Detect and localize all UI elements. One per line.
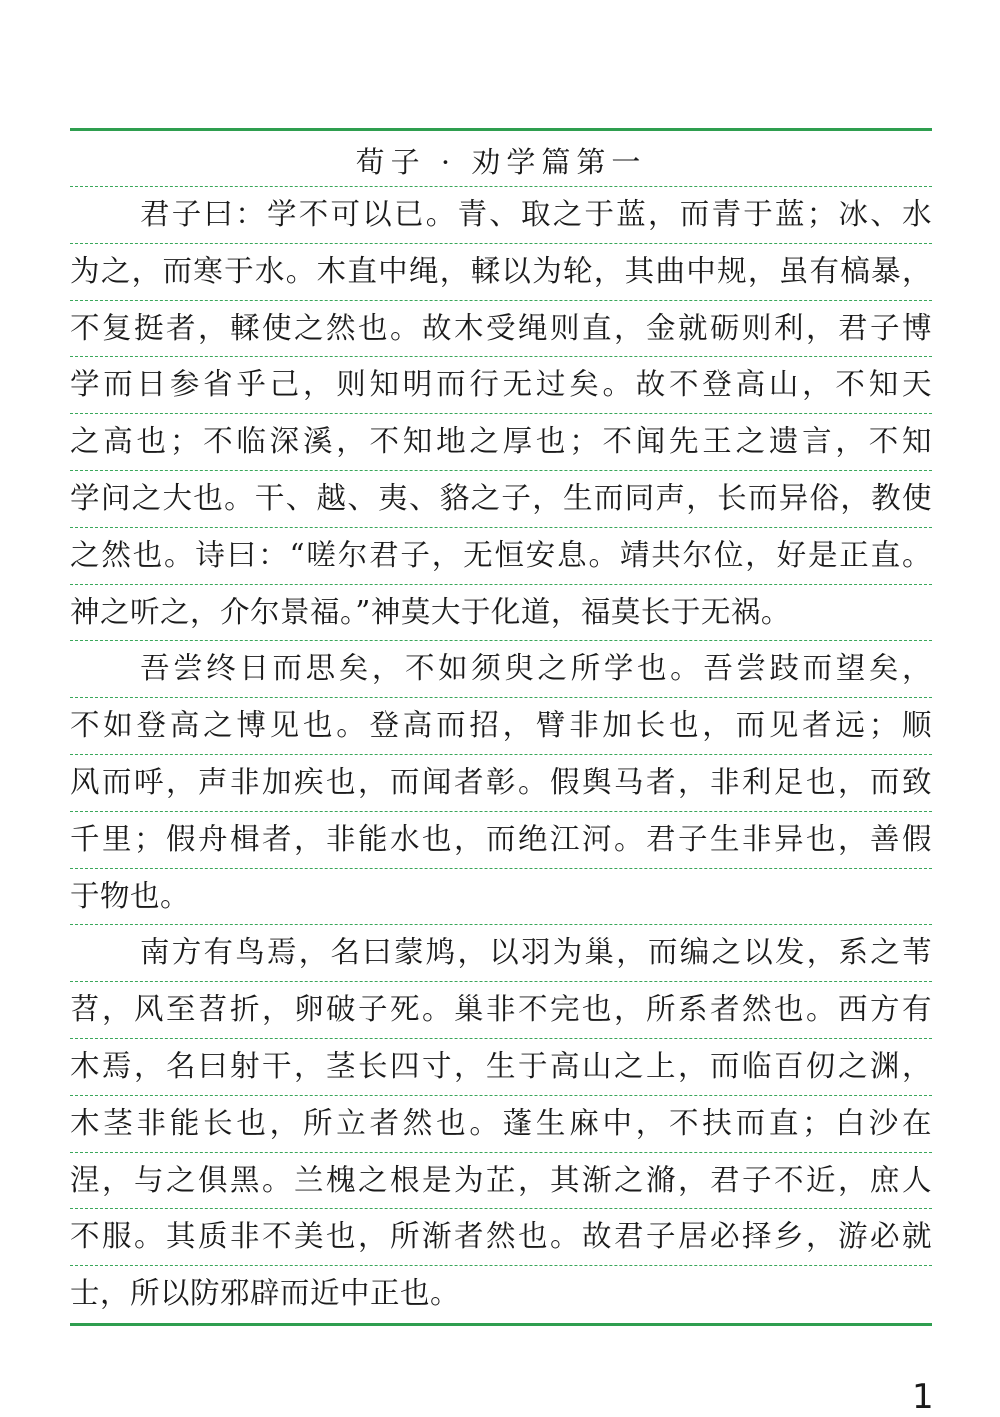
text-line: 于物也。 <box>70 868 932 925</box>
text-line: 学而日参省乎己，则知明而行无过矣。故不登高山，不知天 <box>70 356 932 413</box>
text-line: 涅，与之俱黑。兰槐之根是为芷，其渐之滫，君子不近，庶人 <box>70 1152 932 1209</box>
text-line: 之然也。诗曰：“嗟尔君子，无恒安息。靖共尔位，好是正直。 <box>70 527 932 584</box>
text-line: 吾尝终日而思矣，不如须臾之所学也。吾尝跂而望矣， <box>70 640 932 697</box>
text-line: 神之听之，介尔景福。”神莫大于化道，福莫长于无祸。 <box>70 584 932 641</box>
text-line: 士，所以防邪辟而近中正也。 <box>70 1265 932 1322</box>
text-line: 不如登高之博见也。登高而招，臂非加长也，而见者远；顺 <box>70 697 932 754</box>
text-line: 君子曰：学不可以已。青、取之于蓝，而青于蓝；冰、水 <box>70 186 932 243</box>
bottom-rule <box>70 1323 932 1326</box>
page-number: 1 <box>912 1377 934 1417</box>
text-line: 不服。其质非不美也，所渐者然也。故君子居必择乡，游必就 <box>70 1208 932 1265</box>
top-rule <box>70 128 932 131</box>
text-line: 南方有鸟焉，名曰蒙鸠，以羽为巢，而编之以发，系之苇 <box>70 924 932 981</box>
page-title: 荀子 · 劝学篇第一 <box>355 145 647 179</box>
text-line: 风而呼，声非加疾也，而闻者彰。假舆马者，非利足也，而致 <box>70 754 932 811</box>
text-line: 木焉，名曰射干，茎长四寸，生于高山之上，而临百仞之渊， <box>70 1038 932 1095</box>
text-line: 千里；假舟楫者，非能水也，而绝江河。君子生非异也，善假 <box>70 811 932 868</box>
text-line: 为之，而寒于水。木直中绳，輮以为轮，其曲中规，虽有槁暴， <box>70 243 932 300</box>
text-line: 苕，风至苕折，卵破子死。巢非不完也，所系者然也。西方有 <box>70 981 932 1038</box>
text-line: 木茎非能长也，所立者然也。蓬生麻中，不扶而直；白沙在 <box>70 1095 932 1152</box>
text-line: 不复挺者，輮使之然也。故木受绳则直，金就砺则利，君子博 <box>70 300 932 357</box>
text-line: 之高也；不临深溪，不知地之厚也；不闻先王之遗言，不知 <box>70 413 932 470</box>
text-line: 学问之大也。干、越、夷、貉之子，生而同声，长而异俗，教使 <box>70 470 932 527</box>
